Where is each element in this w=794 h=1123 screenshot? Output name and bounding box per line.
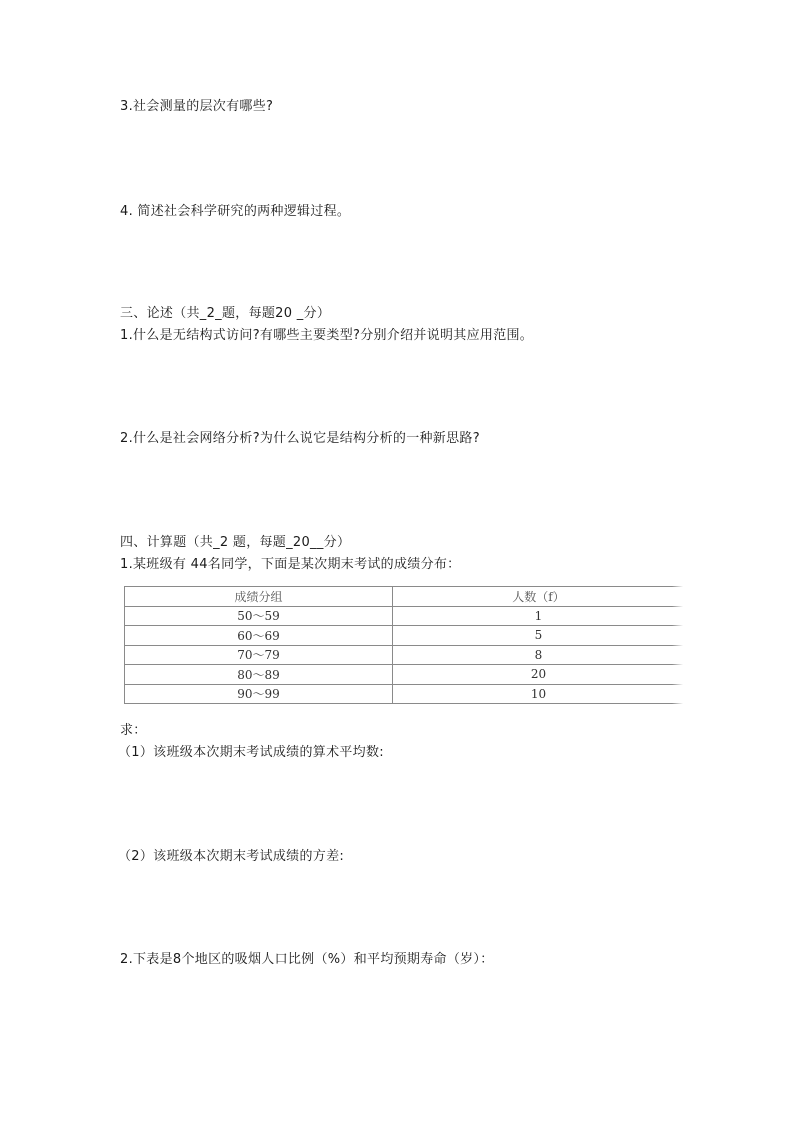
table-row [125, 665, 685, 685]
section-4-heading: 四、计算题（共_2 题，每题_20__分） [120, 535, 351, 550]
table-row [125, 626, 685, 646]
calc-question-2-intro: 2.下表是8个地区的吸烟人口比例（%）和平均预期寿命（岁）： [120, 952, 494, 967]
essay-question-1: 1.什么是无结构式访问?有哪些主要类型?分别介绍并说明其应用范围。 [120, 328, 534, 343]
question-3: 3.社会测量的层次有哪些? [120, 99, 274, 114]
table-cell: 1 [393, 606, 685, 626]
table-scan-edge [672, 584, 686, 710]
table-header-cell: 人数（f） [393, 587, 685, 607]
table-cell: 50～59 [125, 606, 393, 626]
table-cell: 10 [393, 684, 685, 704]
table-cell: 90～99 [125, 684, 393, 704]
table-row [125, 684, 685, 704]
table-cell: 20 [393, 665, 685, 685]
section-3-heading: 三、论述（共_2_题，每题20 _分） [120, 306, 331, 321]
table-cell: 60～69 [125, 626, 393, 646]
table-cell: 5 [393, 626, 685, 646]
table-row [125, 606, 685, 626]
question-4: 4. 简述社会科学研究的两种逻辑过程。 [120, 204, 351, 219]
sub-question-2: （2）该班级本次期末考试成绩的方差: [118, 849, 345, 864]
ask-label: 求： [120, 723, 147, 738]
table-row [125, 645, 685, 665]
table-cell: 8 [393, 645, 685, 665]
sub-question-1: （1）该班级本次期末考试成绩的算术平均数: [118, 745, 384, 760]
table-cell: 80～89 [125, 665, 393, 685]
table-cell: 70～79 [125, 645, 393, 665]
table-header-cell: 成绩分组 [125, 587, 393, 607]
score-distribution-table [124, 586, 684, 704]
essay-question-2: 2.什么是社会网络分析?为什么说它是结构分析的一种新思路? [120, 431, 480, 446]
calc-question-1-intro: 1.某班级有 44名同学，下面是某次期末考试的成绩分布： [120, 557, 461, 572]
table-header-row [125, 587, 685, 607]
